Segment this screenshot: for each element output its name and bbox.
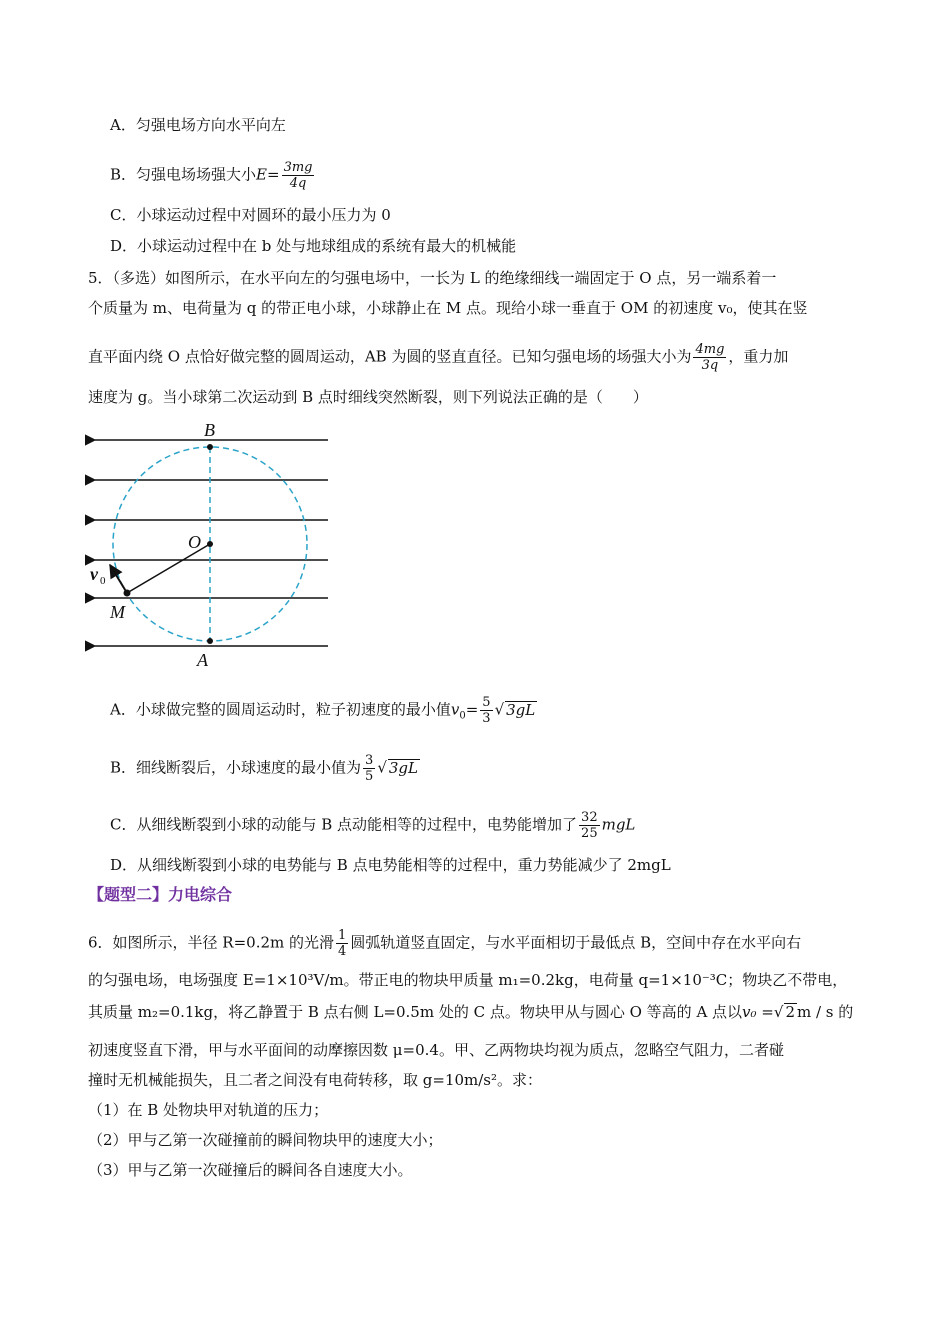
q5-line-3 — [88, 342, 788, 373]
q5-option-a-radicand: 3gL — [506, 700, 536, 719]
q4-option-b-num: 3mg — [283, 160, 313, 175]
label-o: O — [188, 532, 201, 552]
point-m — [124, 590, 131, 597]
q5-line-4: 速度为 g。当小球第二次运动到 B 点时细线突然断裂，则下列说法正确的是（ ） — [88, 388, 648, 406]
q6-line-3 — [88, 1002, 853, 1022]
q5-option-b-den: 5 — [365, 769, 374, 784]
q6-subquestion-3: （3）甲与乙第一次碰撞后的瞬间各自速度大小。 — [88, 1161, 413, 1179]
q5-option-c-text: C．从细线断裂到小球的动能与 B 点动能相等的过程中，电势能增加了 — [110, 815, 578, 834]
q5-option-a-fraction — [480, 695, 492, 726]
q4-option-b-fraction — [282, 160, 315, 191]
q5-line-2: 个质量为 m、电荷量为 q 的带正电小球，小球静止在 M 点。现给小球一垂直于 OM 的初速度 v₀，使其在竖 — [88, 299, 808, 317]
electric-field-circle-diagram — [85, 420, 345, 670]
q6-line-1-fraction — [336, 928, 348, 959]
q5-line-3-fraction — [693, 342, 726, 373]
section-heading: 【题型二】力电综合 — [88, 885, 233, 904]
radical-sign: √ — [773, 1003, 784, 1021]
q5-line-1: 5．（多选）如图所示，在水平向左的匀强电场中，一长为 L 的绝缘细线一端固定于 O 点，另一端系着一 — [88, 269, 777, 287]
q5-option-a-num: 5 — [482, 695, 491, 710]
q6-line-1-text: 6．如图所示，半径 R=0.2m 的光滑 — [88, 933, 335, 952]
q5-line-3-post: ，重力加 — [728, 347, 789, 366]
q5-option-a-den: 3 — [482, 711, 491, 726]
q5-option-c-den: 25 — [581, 826, 598, 841]
radical-sign: √ — [494, 700, 505, 719]
q4-option-b-eq: = — [266, 165, 280, 184]
q6-line-3-radicand: 2 — [785, 1003, 795, 1021]
q6-line-3-text: 其质量 m₂=0.1kg，将乙静置于 B 点右侧 L=0.5m 处的 C 点。物块甲从与圆心 O 等高的 A 点以 — [88, 1003, 743, 1021]
point-b — [207, 444, 213, 450]
q6-line-1-den: 4 — [338, 944, 347, 959]
q6-line-5: 撞时无机械能损失，且二者之间没有电荷转移，取 g=10m/s²。求： — [88, 1071, 543, 1089]
q4-option-b — [110, 160, 316, 191]
q5-option-b-num: 3 — [365, 753, 374, 768]
q6-subquestion-2: （2）甲与乙第一次碰撞前的瞬间物块甲的速度大小； — [88, 1131, 443, 1149]
label-v: v — [90, 564, 98, 584]
label-a: A — [197, 650, 208, 670]
q5-option-a-text: A．小球做完整的圆周运动时，粒子初速度的最小值 — [110, 700, 451, 719]
label-m: M — [110, 602, 125, 622]
q4-option-b-symbol: E — [256, 165, 267, 184]
q5-option-a — [110, 695, 537, 727]
q4-option-b-text: B．匀强电场场强大小 — [110, 165, 257, 184]
radical-sign: √ — [377, 758, 387, 777]
q6-line-3-post: m / s 的 — [796, 1003, 854, 1021]
q5-option-c-num: 32 — [581, 810, 598, 825]
q6-line-3-v: v₀ = — [742, 1003, 774, 1021]
q5-option-d: D．从细线断裂到小球的电势能与 B 点电势能相等的过程中，重力势能减少了 2mgL — [110, 856, 671, 874]
point-o — [207, 541, 213, 547]
q5-option-a-v: v — [450, 700, 460, 719]
q5-option-b-text: B．细线断裂后，小球速度的最小值为 — [110, 758, 362, 777]
q5-line-3-den: 3q — [701, 358, 719, 373]
q4-option-a: A．匀强电场方向水平向左 — [110, 116, 286, 134]
q4-option-d: D．小球运动过程中在 b 处与地球组成的系统有最大的机械能 — [110, 237, 517, 255]
q5-option-a-sub: 0 — [459, 710, 466, 722]
q5-line-3-text: 直平面内绕 O 点恰好做完整的圆周运动，AB 为圆的竖直直径。已知匀强电场的场强大小为 — [88, 347, 692, 366]
q6-subquestion-1: （1）在 B 处物块甲对轨道的压力； — [88, 1101, 329, 1119]
q5-option-c-fraction — [579, 810, 600, 841]
q6-line-1-num: 1 — [338, 928, 347, 943]
q6-line-2: 的匀强电场，电场强度 E=1×10³V/m。带正电的物块甲质量 m₁=0.2kg，电荷量 q=1×10⁻³C；物块乙不带电， — [88, 971, 848, 989]
q5-option-a-eq: = — [465, 700, 479, 719]
q5-option-c — [110, 810, 635, 841]
point-a — [207, 638, 213, 644]
q5-option-b-radicand: 3gL — [388, 758, 418, 777]
q4-option-c: C．小球运动过程中对圆环的最小压力为 0 — [110, 206, 391, 224]
q6-line-1-post: 圆弧轨道竖直固定，与水平面相切于最低点 B，空间中存在水平向右 — [350, 933, 802, 952]
q5-option-c-post: mgL — [601, 815, 636, 834]
q4-option-b-den: 4q — [289, 176, 307, 191]
label-v-sub: 0 — [100, 575, 106, 587]
q5-option-b-fraction — [363, 753, 375, 784]
label-b: B — [204, 420, 215, 440]
q6-line-1 — [88, 928, 801, 959]
q5-option-b — [110, 753, 420, 784]
velocity-arrow — [110, 565, 127, 593]
q5-line-3-num: 4mg — [695, 342, 725, 357]
q6-line-4: 初速度竖直下滑，甲与水平面间的动摩擦因数 μ=0.4。甲、乙两物块均视为质点，忽略空气阻力，二者碰 — [88, 1041, 784, 1059]
